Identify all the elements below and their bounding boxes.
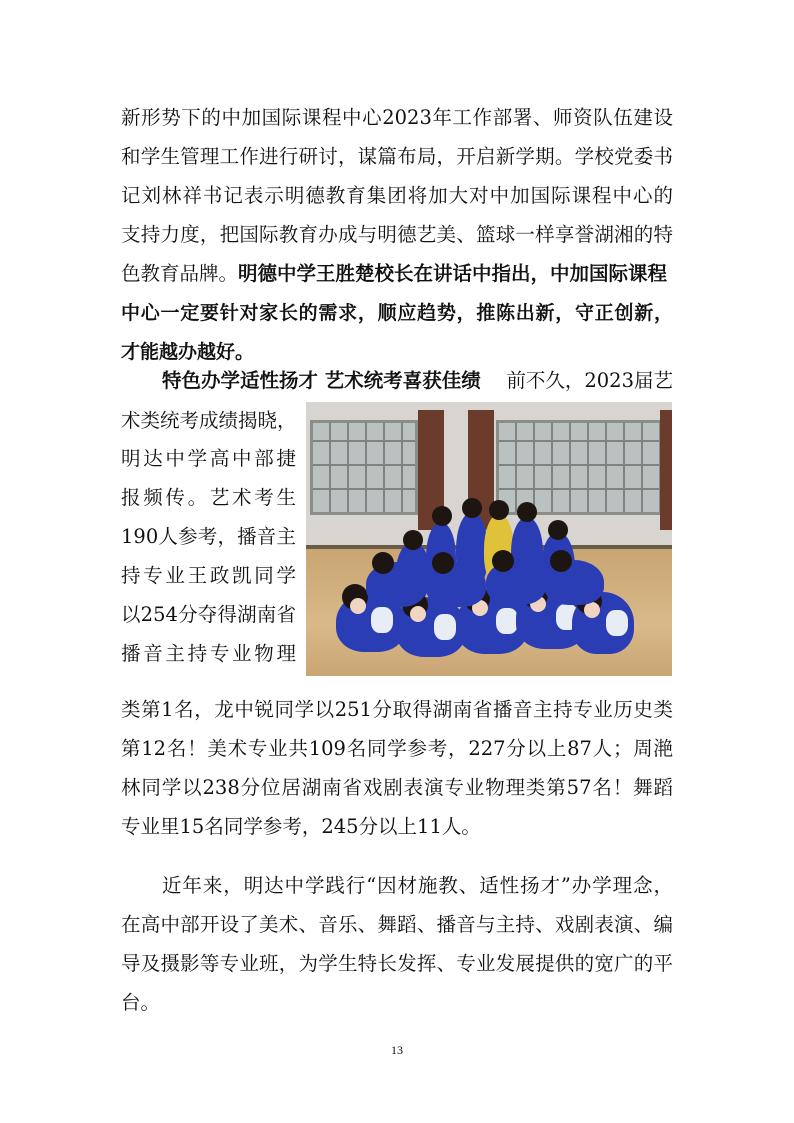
- page-number: 13: [391, 1043, 403, 1057]
- paragraph-line: 第12名！美术专业共109名同学参考，227分以上87人；周滟: [121, 737, 673, 760]
- bold-paragraph-line: 才能越办越好。: [121, 341, 255, 363]
- paragraph-line: 专业里15名同学参考，245分以上11人。: [121, 815, 481, 838]
- section-heading-tail: 前不久，2023届艺: [506, 369, 673, 392]
- side-text-line: 报频传。艺术考生: [121, 486, 296, 509]
- side-text-line: 明达中学高中部捷: [121, 447, 296, 470]
- side-text-line: 持专业王政凯同学: [121, 564, 296, 587]
- plain-text: 色教育品牌。: [121, 262, 239, 285]
- paragraph-line-mixed: [121, 261, 673, 287]
- side-text-line: 190人参考，播音主: [121, 525, 296, 548]
- side-text-line: 播音主持专业物理: [121, 642, 296, 665]
- paragraph-line: 在高中部开设了美术、音乐、舞蹈、播音与主持、戏剧表演、编: [121, 913, 673, 936]
- paragraph-line: 林同学以238分位居湖南省戏剧表演专业物理类第57名！舞蹈: [121, 776, 673, 799]
- paragraph-line: 记刘林祥书记表示明德教育集团将加大对中加国际课程中心的: [121, 184, 673, 207]
- side-text-line: 以254分夺得湖南省: [121, 603, 296, 626]
- section-heading: 特色办学适性扬才 艺术统考喜获佳绩: [162, 369, 481, 392]
- section-heading-line: [162, 368, 673, 394]
- paragraph-line: 支持力度，把国际教育办成与明德艺美、篮球一样享誉湖湘的特: [121, 223, 673, 246]
- dance-group-photo: [306, 402, 672, 676]
- paragraph-line: 新形势下的中加国际课程中心2023年工作部署、师资队伍建设: [121, 106, 673, 129]
- paragraph-line: 导及摄影等专业班，为学生特长发挥、专业发展提供的宽广的平: [121, 952, 673, 975]
- bold-text: 明德中学王胜楚校长在讲话中指出，中加国际课程: [238, 262, 668, 285]
- bold-paragraph-line: 中心一定要针对家长的需求，顺应趋势，推陈出新，守正创新，: [121, 302, 673, 324]
- paragraph-line: 和学生管理工作进行研讨，谋篇布局，开启新学期。学校党委书: [121, 145, 673, 168]
- paragraph-line: 近年来，明达中学践行“因材施教、适性扬才”办学理念，: [162, 874, 673, 897]
- side-text-line: 术类统考成绩揭晓，: [121, 409, 297, 432]
- paragraph-line: 台。: [121, 991, 161, 1014]
- paragraph-line: 类第1名，龙中锐同学以251分取得湖南省播音主持专业历史类: [121, 698, 673, 721]
